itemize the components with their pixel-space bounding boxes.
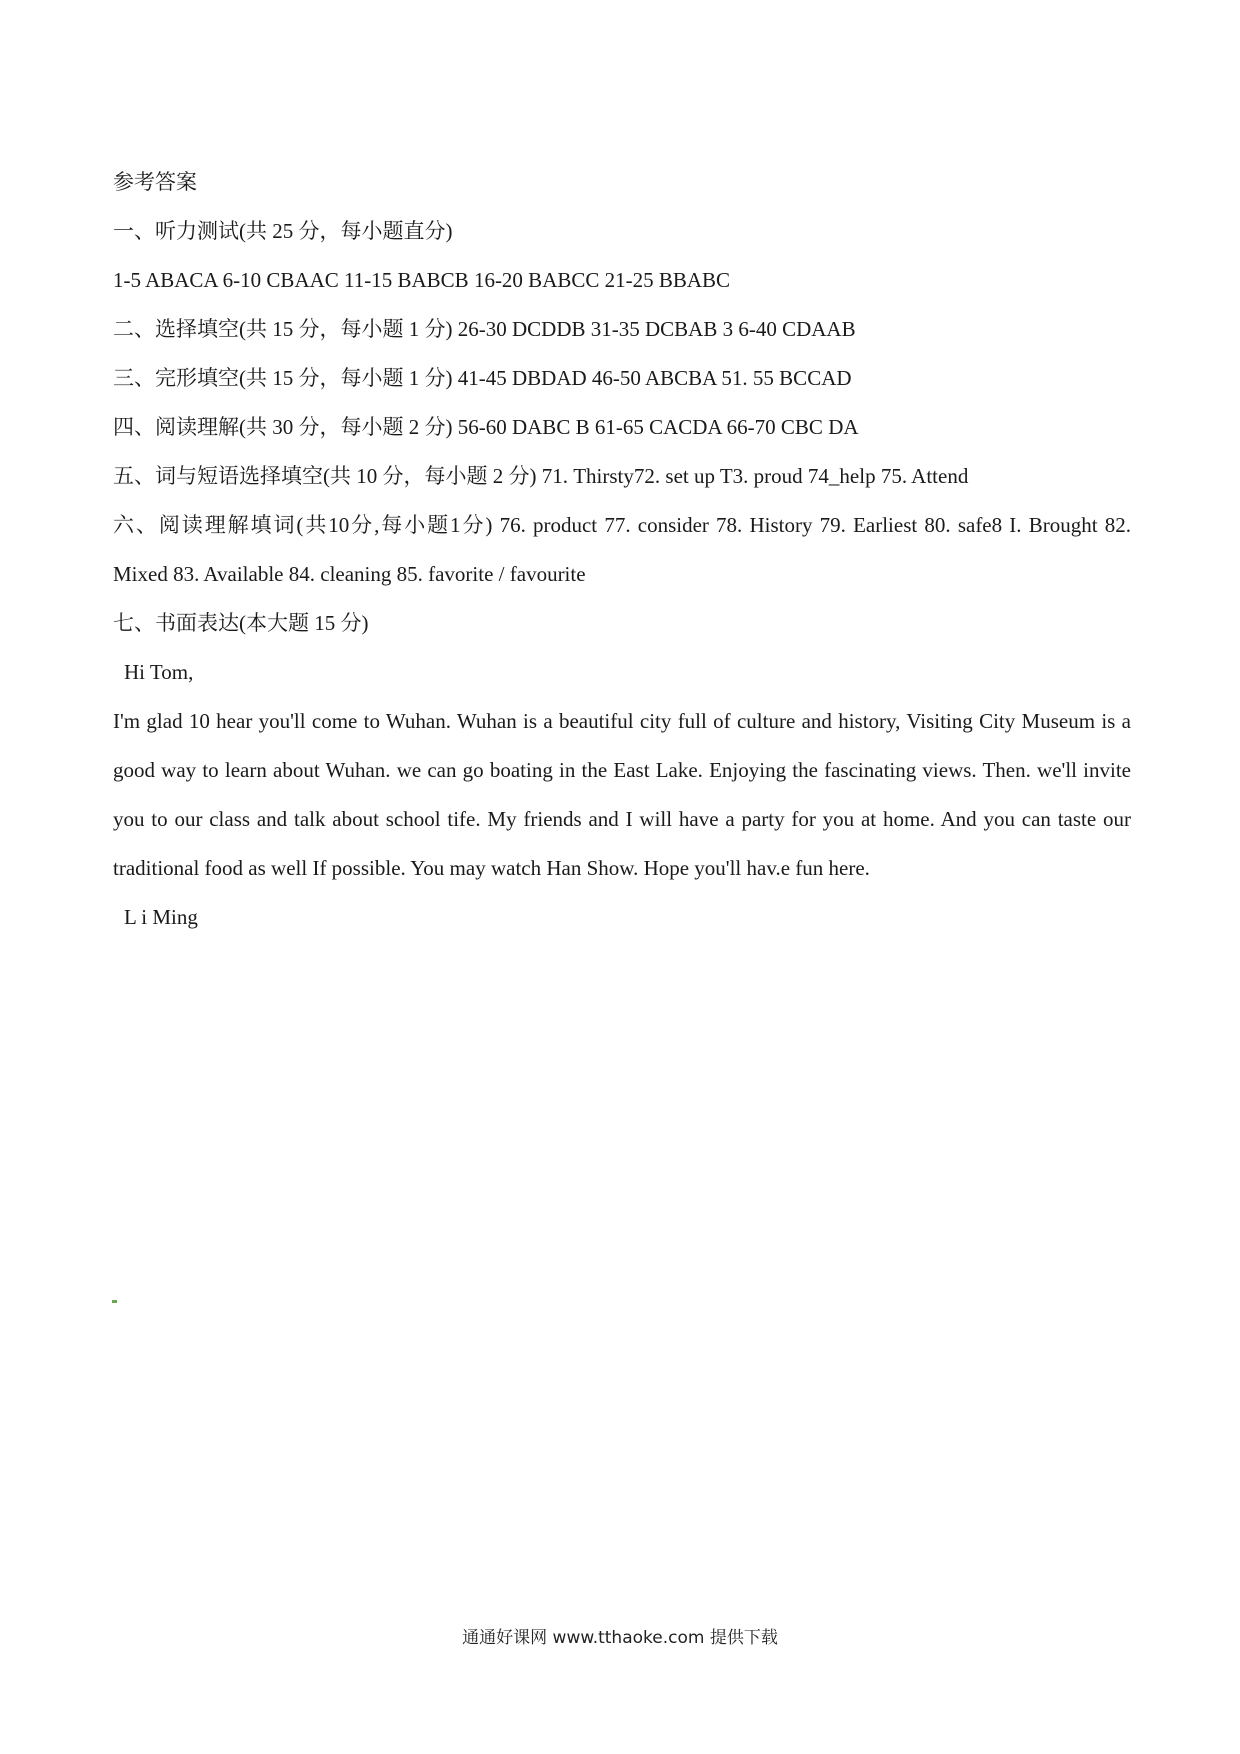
page-title: 参考答案 [113, 170, 197, 194]
page-footer: 通通好课网 www.tthaoke.com 提供下载 [462, 1628, 778, 1648]
letter-greeting: Hi Tom, [124, 660, 194, 684]
letter-body: I'm glad 10 hear you'll come to Wuhan. Wuhan is a beautiful city full of culture and history, Visiting City Museum is a good way to learn about Wuhan. we can go boating in the East Lake. Enjoying the fascinating views. Then. we'll invite you to our class and talk about school tife. My friends and I will have a party for you at home. And you can taste our traditional food as well If possible. You may watch Han Show. Hope you'll hav.e fun here. [113, 709, 1131, 880]
section-reading: 四、阅读理解(共 30 分，每小题 2 分) 56-60 DABC B 61-65 CACDA 66-70 CBC DA [113, 415, 859, 439]
section-word-choice: 五、词与短语选择填空(共 10 分，每小题 2 分) 71. Thirsty72. set up T3. proud 74_help 75. Attend [113, 464, 969, 488]
section-multiple-choice: 二、选择填空(共 15 分，每小题 1 分) 26-30 DCDDB 31-35 DCBAB 3 6-40 CDAAB [113, 317, 856, 341]
answer-key-document [113, 158, 1133, 942]
section-listening-answers: 1-5 ABACA 6-10 CBAAC 11-15 BABCB 16-20 BABCC 21-25 BBABC [113, 268, 731, 292]
section-cloze: 三、完形填空(共 15 分，每小题 1 分) 41-45 DBDAD 46-50 ABCBA 51. 55 BCCAD [113, 366, 852, 390]
section-reading-fill: 六、阅读理解填词(共10分,每小题1分) 76. product 77. consider 78. History 79. Earliest 80. safe8 I. Brought 82. Mixed 83. Available 84. cleaning 85. favorite / favourite [113, 513, 1131, 586]
scan-mark [112, 1300, 117, 1303]
section-listening-title: 一、听力测试(共 25 分，每小题直分) [113, 219, 453, 243]
section-writing-title: 七、书面表达(本大题 15 分) [113, 611, 369, 635]
letter-signature: L i Ming [124, 905, 198, 929]
